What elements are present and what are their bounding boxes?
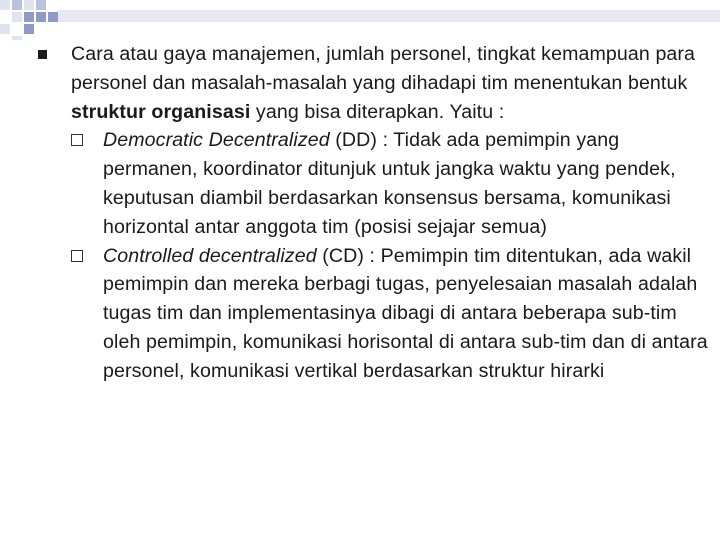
sub-bullet-term: Democratic Decentralized: [103, 129, 330, 152]
sub-bullet-term: Controlled decentralized: [103, 244, 317, 267]
decor-square: [24, 0, 34, 10]
main-bullet-bold: struktur organisasi: [71, 100, 251, 123]
header-pattern: [0, 0, 720, 40]
decor-square: [0, 0, 10, 10]
main-bullet-intro: Cara atau gaya manajemen, jumlah personel, tingkat kemampuan para personel dan masalah-masalah yang dihadapi tim menentukan bentuk: [71, 43, 696, 94]
decor-square: [48, 12, 58, 22]
decor-square: [12, 12, 22, 22]
decor-square: [0, 24, 10, 34]
header-decoration: [0, 0, 720, 40]
hollow-square-bullet-icon: [71, 250, 83, 262]
decor-square: [36, 0, 46, 10]
decor-square: [24, 12, 34, 22]
hollow-square-bullet-icon: [71, 134, 83, 146]
sub-bullet-democratic-decentralized: [71, 126, 708, 241]
decor-square: [12, 36, 22, 40]
main-bullet-outro: yang bisa diterapkan. Yaitu :: [250, 100, 505, 123]
main-bullet: [38, 40, 708, 386]
sub-bullet-text: (CD) : Pemimpin tim ditentukan, ada wakil pemimpin dan mereka berbagi tugas, penyelesaian masalah adalah tugas tim dan implementasinya dibagi di antara beberapa sub-tim oleh pemimpin, komunikasi horisontal di antara sub-tim dan di antara personel, komunikasi vertikal berdasarkan struktur hirarki: [103, 244, 708, 382]
decor-square: [24, 24, 34, 34]
decor-square: [12, 0, 22, 10]
header-bar: [58, 10, 720, 22]
sub-bullet-controlled-decentralized: [71, 242, 708, 386]
slide-body: [38, 40, 708, 386]
sub-bullet-text: (DD) : Tidak ada pemimpin yang permanen, koordinator ditunjuk untuk jangka waktu yang pendek, keputusan diambil berdasarkan konsensus bersama, komunikasi horizontal antar anggota tim (posisi sejajar semua): [103, 129, 676, 238]
sub-list: [71, 126, 708, 385]
decor-square: [36, 12, 46, 22]
square-bullet-icon: [38, 50, 47, 59]
